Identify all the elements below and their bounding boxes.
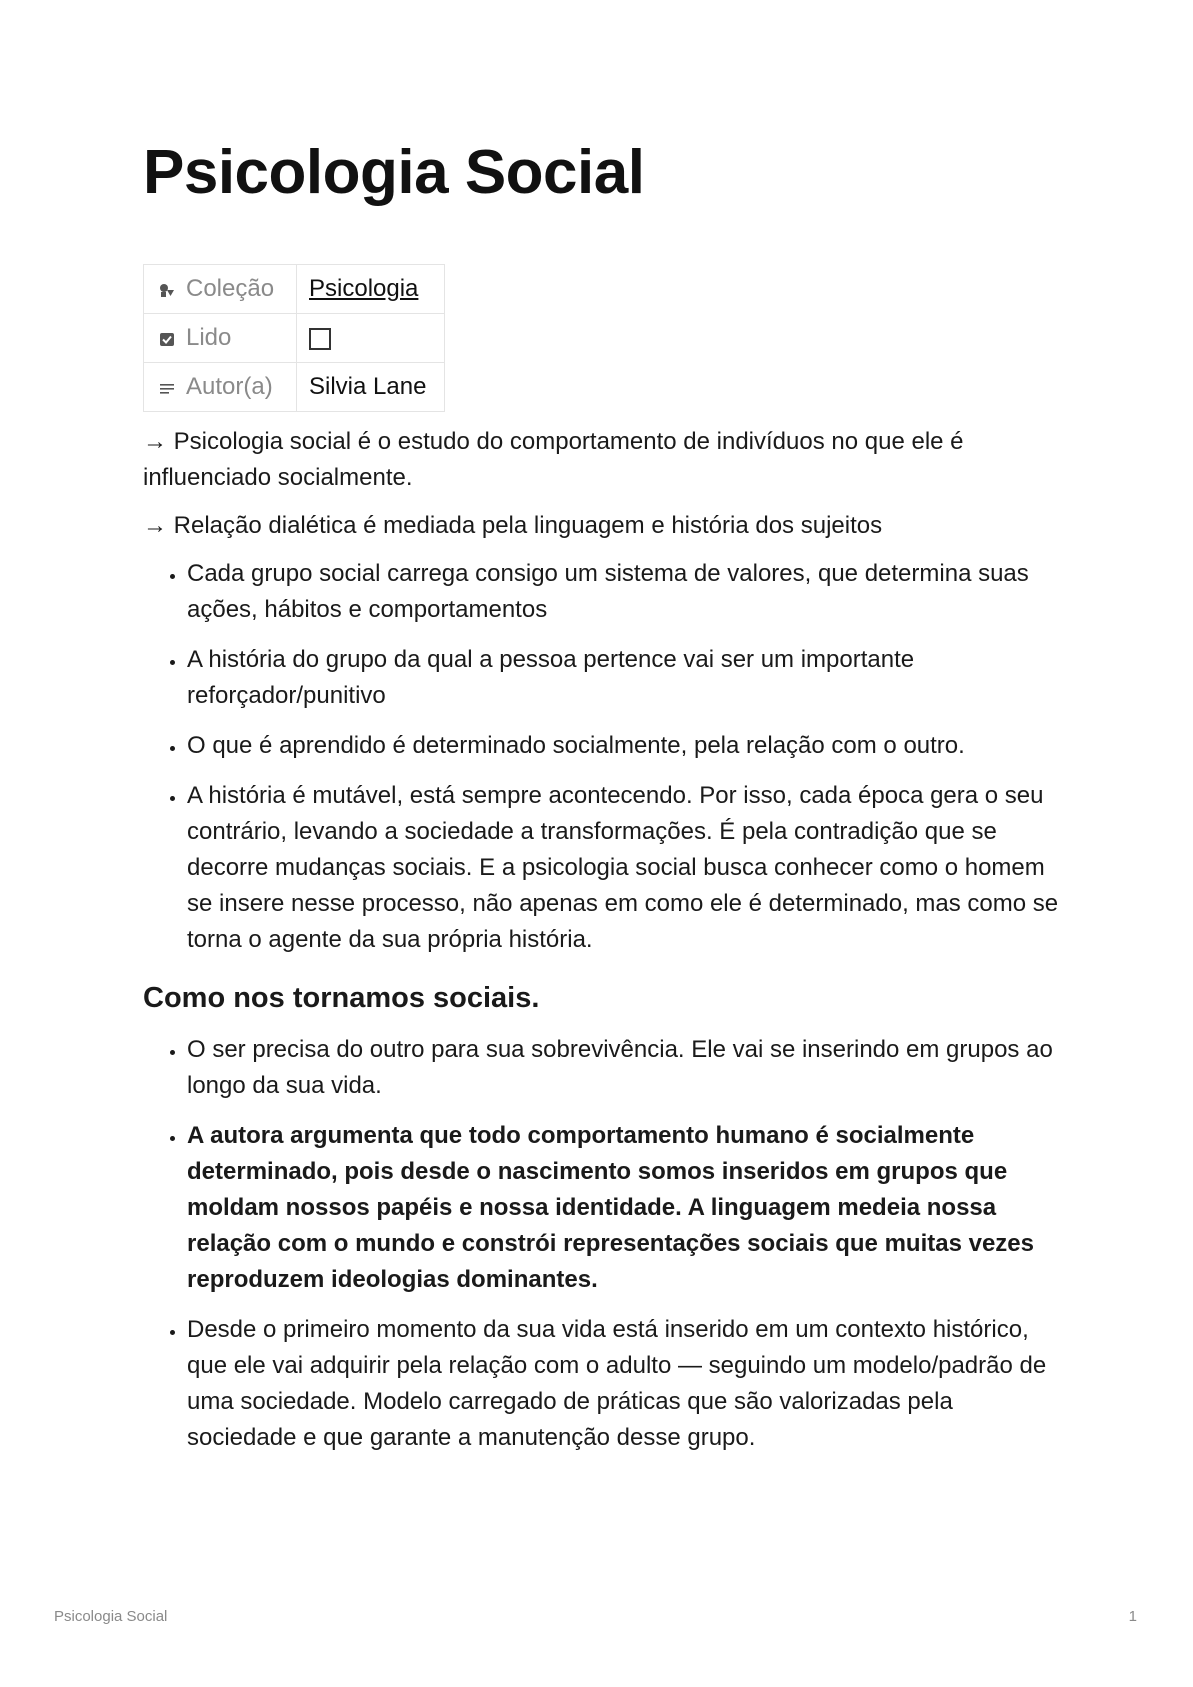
- section-heading: Como nos tornamos sociais.: [143, 982, 540, 1014]
- property-key: Lido: [186, 324, 232, 351]
- author-value[interactable]: Silvia Lane: [309, 373, 427, 400]
- list-item: • O ser precisa do outro para sua sobrevivência. Ele vai se inserindo em grupos ao longo da sua vida.: [187, 1032, 1063, 1104]
- list-item: • A história é mutável, está sempre acontecendo. Por isso, cada época gera o seu contrário, levando a sociedade a transformações. É pela contradição que se decorre mudanças sociais. E a psicologia social busca conhecer como o homem se insere nesse processo, não apenas em como ele é determinado, mas como se torna o agente da sua própria história.: [187, 778, 1063, 958]
- bullet-list: [143, 556, 1063, 958]
- checkbox-property-icon: [158, 330, 176, 348]
- property-key: Coleção: [186, 275, 275, 302]
- properties-table: [143, 264, 445, 412]
- list-item: • O que é aprendido é determinado socialmente, pela relação com o outro.: [187, 728, 1063, 764]
- property-row-lido: [144, 314, 445, 363]
- document-body: [143, 424, 1063, 1470]
- property-key: Autor(a): [186, 373, 273, 400]
- property-row-autor: [144, 363, 445, 412]
- lido-checkbox[interactable]: [309, 328, 331, 350]
- list-item: • A história do grupo da qual a pessoa pertence vai ser um importante reforçador/punitivo: [187, 642, 1063, 714]
- paragraph: → Relação dialética é mediada pela linguagem e história dos sujeitos: [143, 512, 883, 539]
- property-row-colecao: [144, 265, 445, 314]
- footer-title: Psicologia Social: [54, 1608, 168, 1625]
- paragraph: → Psicologia social é o estudo do comportamento de indivíduos no que ele é influenciado socialmente.: [143, 428, 964, 491]
- page-title: Psicologia Social: [143, 138, 645, 207]
- collection-icon: [158, 281, 176, 299]
- bullet-list: [143, 1032, 1063, 1456]
- collection-link[interactable]: Psicologia: [309, 275, 419, 302]
- page-number: 1: [1128, 1608, 1137, 1625]
- list-item: • Desde o primeiro momento da sua vida está inserido em um contexto histórico, que ele vai adquirir pela relação com o adulto — seguindo um modelo/padrão de uma sociedade. Modelo carregado de práticas que são valorizadas pela sociedade e que garante a manutenção desse grupo.: [187, 1312, 1063, 1456]
- list-item: • A autora argumenta que todo comportamento humano é socialmente determinado, pois desde o nascimento somos inseridos em grupos que moldam nossos papéis e nossa identidade. A linguagem medeia nossa relação com o mundo e constrói representações sociais que muitas vezes reproduzem ideologias dominantes.: [187, 1118, 1063, 1298]
- text-property-icon: [158, 379, 176, 397]
- list-item: • Cada grupo social carrega consigo um sistema de valores, que determina suas ações, hábitos e comportamentos: [187, 556, 1063, 628]
